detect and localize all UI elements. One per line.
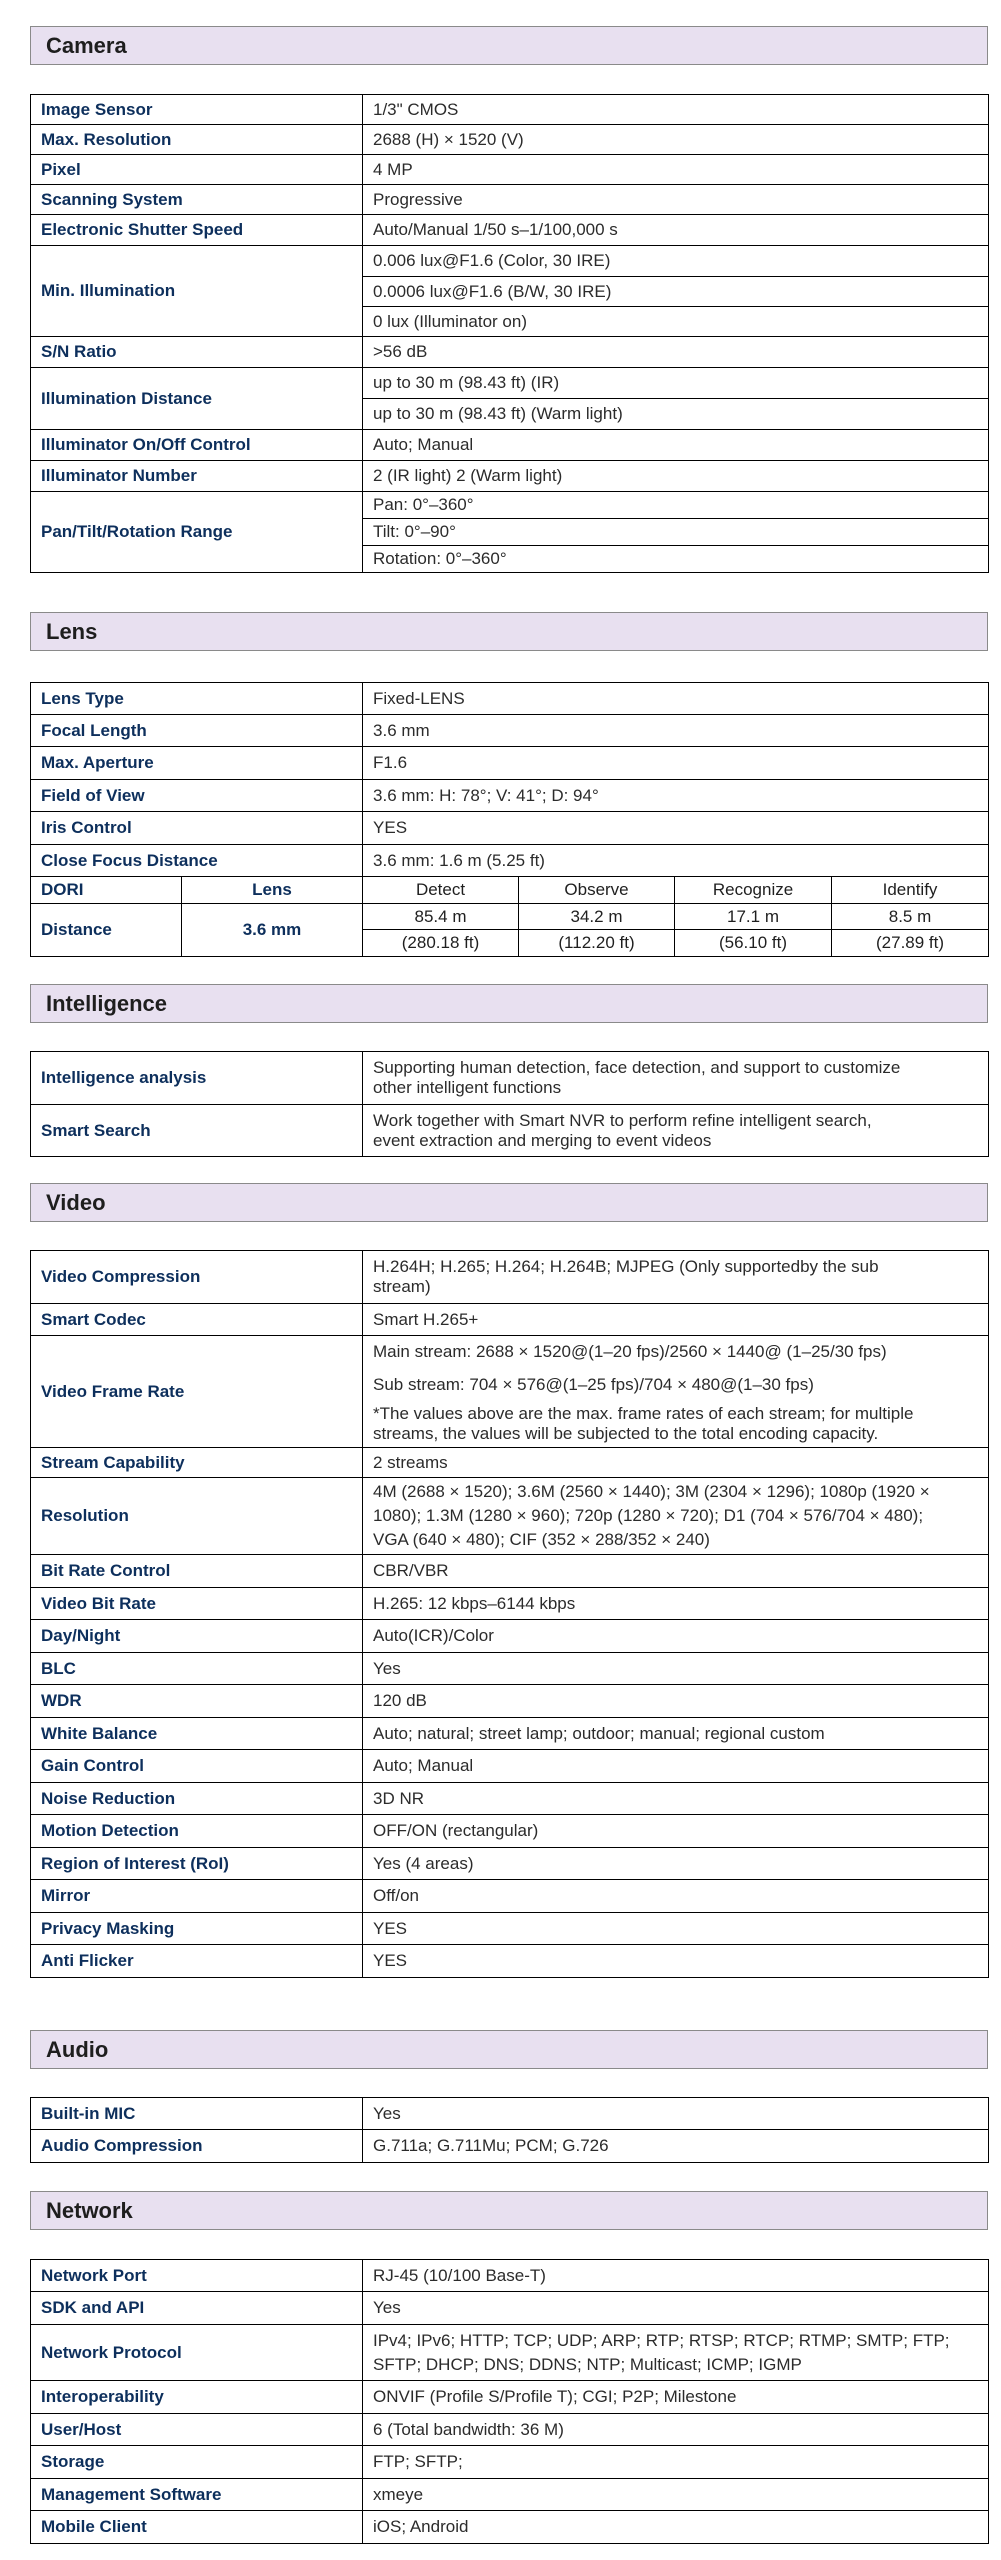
spec-label: Max. Resolution xyxy=(31,125,363,155)
table-row xyxy=(31,1945,989,1978)
camera-section-header xyxy=(30,26,988,65)
table-row xyxy=(31,780,989,812)
audio-section-header xyxy=(30,2030,988,2069)
spec-value: Sub stream: 704 × 576@(1–25 fps)/704 × 480@(1–30 fps) xyxy=(363,1369,989,1402)
spec-value: F1.6 xyxy=(363,747,989,780)
table-row xyxy=(31,337,989,368)
table-row xyxy=(31,461,989,492)
intelligence-section-header xyxy=(30,984,988,1023)
spec-value xyxy=(363,1402,989,1448)
spec-value: Auto(ICR)/Color xyxy=(363,1620,989,1653)
dori-lens-header: Lens xyxy=(182,877,363,904)
spec-value: RJ-45 (10/100 Base-T) xyxy=(363,2260,989,2292)
value-line: event extraction and merging to event videos xyxy=(373,1130,712,1150)
table-row xyxy=(31,1783,989,1815)
spec-label: WDR xyxy=(31,1685,363,1718)
spec-value: YES xyxy=(363,1945,989,1978)
table-row xyxy=(31,430,989,461)
spec-value: Yes (4 areas) xyxy=(363,1848,989,1880)
spec-label: Lens Type xyxy=(31,683,363,715)
dori-observe-header: Observe xyxy=(519,877,675,904)
spec-label: Resolution xyxy=(31,1478,363,1555)
table-row xyxy=(31,125,989,155)
spec-value: 4 MP xyxy=(363,155,989,185)
spec-value: YES xyxy=(363,812,989,845)
spec-label: Network Port xyxy=(31,2260,363,2292)
spec-label: Pixel xyxy=(31,155,363,185)
table-row xyxy=(31,1448,989,1478)
spec-value: OFF/ON (rectangular) xyxy=(363,1815,989,1848)
value-line: other intelligent functions xyxy=(373,1078,562,1097)
dori-lens-value: 3.6 mm xyxy=(182,904,363,957)
spec-value: Fixed-LENS xyxy=(363,683,989,715)
spec-value: xmeye xyxy=(363,2479,989,2511)
section-title: Video xyxy=(46,1190,106,1215)
table-row xyxy=(31,1718,989,1750)
section-title: Camera xyxy=(46,33,127,58)
network-table xyxy=(30,2259,989,2544)
spec-value: Auto; Manual xyxy=(363,1750,989,1783)
spec-label: Network Protocol xyxy=(31,2325,363,2381)
spec-value: Progressive xyxy=(363,185,989,215)
spec-label: Anti Flicker xyxy=(31,1945,363,1978)
table-row xyxy=(31,368,989,399)
value-line: IPv4; IPv6; HTTP; TCP; UDP; ARP; RTP; RTSP; RTCP; RTMP; SMTP; FTP; xyxy=(373,2330,950,2350)
value-line: stream) xyxy=(373,1277,431,1296)
table-row xyxy=(31,492,989,519)
value-line: 1080); 1.3M (1280 × 960); 720p (1280 × 720); D1 (704 × 576/704 × 480); xyxy=(373,1506,924,1525)
spec-label: Bit Rate Control xyxy=(31,1555,363,1588)
dori-observe-meters: 34.2 m xyxy=(519,904,675,930)
table-row xyxy=(31,215,989,246)
spec-value: Auto; Manual xyxy=(363,430,989,461)
spec-label: Video Compression xyxy=(31,1251,363,1304)
dori-identify-header: Identify xyxy=(832,877,989,904)
table-row xyxy=(31,2325,989,2381)
spec-value: up to 30 m (98.43 ft) (Warm light) xyxy=(363,399,989,430)
table-row xyxy=(31,1251,989,1304)
section-title: Audio xyxy=(46,2037,109,2062)
table-row xyxy=(31,1848,989,1880)
table-row xyxy=(31,1555,989,1588)
spec-value: ONVIF (Profile S/Profile T); CGI; P2P; Milestone xyxy=(363,2381,989,2414)
dori-identify-meters: 8.5 m xyxy=(832,904,989,930)
spec-value: Smart H.265+ xyxy=(363,1304,989,1336)
spec-value: iOS; Android xyxy=(363,2511,989,2544)
spec-value: Off/on xyxy=(363,1880,989,1913)
dori-detect-meters: 85.4 m xyxy=(363,904,519,930)
spec-value: YES xyxy=(363,1913,989,1945)
table-row xyxy=(31,155,989,185)
table-row xyxy=(31,1105,989,1157)
spec-label: Max. Aperture xyxy=(31,747,363,780)
dori-detect-feet: (280.18 ft) xyxy=(363,930,519,957)
spec-value: Yes xyxy=(363,1653,989,1685)
spec-label: Privacy Masking xyxy=(31,1913,363,1945)
spec-value: Auto/Manual 1/50 s–1/100,000 s xyxy=(363,215,989,246)
spec-label: Illumination Distance xyxy=(31,368,363,430)
spec-label: Smart Search xyxy=(31,1105,363,1157)
table-row xyxy=(31,1815,989,1848)
spec-label: Iris Control xyxy=(31,812,363,845)
dori-recognize-meters: 17.1 m xyxy=(675,904,832,930)
spec-label: SDK and API xyxy=(31,2292,363,2325)
dori-identify-feet: (27.89 ft) xyxy=(832,930,989,957)
spec-label: Electronic Shutter Speed xyxy=(31,215,363,246)
dori-header-row xyxy=(31,877,989,904)
value-line: H.264H; H.265; H.264; H.264B; MJPEG (Only supportedby the sub xyxy=(373,1257,879,1276)
spec-label: Day/Night xyxy=(31,1620,363,1653)
value-line: streams, the values will be subjected to the total encoding capacity. xyxy=(373,1424,879,1444)
table-row xyxy=(31,2292,989,2325)
spec-value: 3D NR xyxy=(363,1783,989,1815)
spec-value: up to 30 m (98.43 ft) (IR) xyxy=(363,368,989,399)
spec-label: Stream Capability xyxy=(31,1448,363,1478)
spec-value: 2 streams xyxy=(363,1448,989,1478)
spec-value: 0 lux (Illuminator on) xyxy=(363,307,989,337)
spec-label: Noise Reduction xyxy=(31,1783,363,1815)
spec-value: 2688 (H) × 1520 (V) xyxy=(363,125,989,155)
spec-label: Illuminator Number xyxy=(31,461,363,492)
network-section-header xyxy=(30,2191,988,2230)
table-row xyxy=(31,2130,989,2163)
spec-value: Auto; natural; street lamp; outdoor; manual; regional custom xyxy=(363,1718,989,1750)
spec-value: 120 dB xyxy=(363,1685,989,1718)
table-row xyxy=(31,2511,989,2544)
spec-value: 6 (Total bandwidth: 36 M) xyxy=(363,2414,989,2446)
spec-label: Video Frame Rate xyxy=(31,1336,363,1448)
table-row xyxy=(31,2098,989,2130)
spec-label: S/N Ratio xyxy=(31,337,363,368)
spec-label: Mobile Client xyxy=(31,2511,363,2544)
spec-label: Interoperability xyxy=(31,2381,363,2414)
spec-value: CBR/VBR xyxy=(363,1555,989,1588)
table-row xyxy=(31,1685,989,1718)
spec-value: 3.6 mm: H: 78°; V: 41°; D: 94° xyxy=(363,780,989,812)
table-row xyxy=(31,1478,989,1555)
value-line: SFTP; DHCP; DNS; DDNS; NTP; Multicast; ICMP; IGMP xyxy=(373,2354,802,2374)
dori-observe-feet: (112.20 ft) xyxy=(519,930,675,957)
spec-value: FTP; SFTP; xyxy=(363,2446,989,2479)
spec-label: BLC xyxy=(31,1653,363,1685)
table-row xyxy=(31,747,989,780)
spec-label: Storage xyxy=(31,2446,363,2479)
spec-value: 0.0006 lux@F1.6 (B/W, 30 IRE) xyxy=(363,277,989,307)
spec-value: Yes xyxy=(363,2098,989,2130)
table-row xyxy=(31,812,989,845)
spec-value xyxy=(363,1251,989,1304)
spec-value: H.265: 12 kbps–6144 kbps xyxy=(363,1588,989,1620)
spec-value xyxy=(363,1478,989,1555)
spec-value xyxy=(363,2325,989,2381)
spec-label: White Balance xyxy=(31,1718,363,1750)
value-line: 4M (2688 × 1520); 3.6M (2560 × 1440); 3M (2304 × 1296); 1080p (1920 × xyxy=(373,1482,930,1501)
spec-label: Management Software xyxy=(31,2479,363,2511)
audio-table xyxy=(30,2097,989,2163)
table-row xyxy=(31,1880,989,1913)
spec-label: Pan/Tilt/Rotation Range xyxy=(31,492,363,573)
spec-value: Main stream: 2688 × 1520@(1–20 fps)/2560 × 1440@ (1–25/30 fps) xyxy=(363,1336,989,1369)
lens-section-header xyxy=(30,612,988,651)
spec-value: 2 (IR light) 2 (Warm light) xyxy=(363,461,989,492)
spec-value: Pan: 0°–360° xyxy=(363,492,989,519)
table-row xyxy=(31,1304,989,1336)
section-title: Lens xyxy=(46,619,98,644)
spec-value xyxy=(363,1105,989,1157)
camera-table xyxy=(30,94,989,573)
video-table xyxy=(30,1250,989,1978)
value-line: Supporting human detection, face detection, and support to customize xyxy=(373,1058,901,1077)
spec-label: Motion Detection xyxy=(31,1815,363,1848)
spec-label: Close Focus Distance xyxy=(31,845,363,877)
table-row xyxy=(31,683,989,715)
table-row xyxy=(31,845,989,877)
table-row xyxy=(31,2479,989,2511)
spec-value: 3.6 mm xyxy=(363,715,989,747)
spec-label: Focal Length xyxy=(31,715,363,747)
dori-recognize-header: Recognize xyxy=(675,877,832,904)
table-row xyxy=(31,715,989,747)
spec-label: Image Sensor xyxy=(31,95,363,125)
table-row xyxy=(31,2414,989,2446)
value-line: *The values above are the max. frame rates of each stream; for multiple xyxy=(373,1404,914,1424)
spec-label: Scanning System xyxy=(31,185,363,215)
section-title: Network xyxy=(46,2198,133,2223)
spec-value: 3.6 mm: 1.6 m (5.25 ft) xyxy=(363,845,989,877)
spec-label: Built-in MIC xyxy=(31,2098,363,2130)
table-row xyxy=(31,2381,989,2414)
table-row xyxy=(31,185,989,215)
dori-detect-header: Detect xyxy=(363,877,519,904)
value-line: Work together with Smart NVR to perform refine intelligent search, xyxy=(373,1110,872,1130)
spec-value: 0.006 lux@F1.6 (Color, 30 IRE) xyxy=(363,246,989,277)
dori-meters-row xyxy=(31,904,989,930)
spec-value xyxy=(363,1052,989,1105)
dori-recognize-feet: (56.10 ft) xyxy=(675,930,832,957)
spec-label: Intelligence analysis xyxy=(31,1052,363,1105)
table-row xyxy=(31,2446,989,2479)
spec-label: Region of Interest (RoI) xyxy=(31,1848,363,1880)
spec-value: Tilt: 0°–90° xyxy=(363,519,989,546)
table-row xyxy=(31,1052,989,1105)
spec-label: Min. Illumination xyxy=(31,246,363,337)
table-row xyxy=(31,1620,989,1653)
dori-header: DORI xyxy=(31,877,182,904)
dori-distance-label: Distance xyxy=(31,904,182,957)
spec-value: Yes xyxy=(363,2292,989,2325)
lens-table xyxy=(30,682,989,957)
spec-label: Gain Control xyxy=(31,1750,363,1783)
spec-label: Smart Codec xyxy=(31,1304,363,1336)
spec-value: >56 dB xyxy=(363,337,989,368)
spec-label: Illuminator On/Off Control xyxy=(31,430,363,461)
table-row xyxy=(31,95,989,125)
table-row xyxy=(31,1750,989,1783)
intelligence-table xyxy=(30,1051,989,1157)
spec-label: Mirror xyxy=(31,1880,363,1913)
spec-value: G.711a; G.711Mu; PCM; G.726 xyxy=(363,2130,989,2163)
table-row xyxy=(31,1588,989,1620)
table-row xyxy=(31,1913,989,1945)
spec-label: Audio Compression xyxy=(31,2130,363,2163)
table-row xyxy=(31,1336,989,1369)
spec-label: Video Bit Rate xyxy=(31,1588,363,1620)
spec-label: User/Host xyxy=(31,2414,363,2446)
table-row xyxy=(31,1653,989,1685)
spec-value: 1/3" CMOS xyxy=(363,95,989,125)
value-line: VGA (640 × 480); CIF (352 × 288/352 × 240) xyxy=(373,1530,710,1549)
table-row xyxy=(31,2260,989,2292)
spec-value: Rotation: 0°–360° xyxy=(363,546,989,573)
section-title: Intelligence xyxy=(46,991,168,1016)
video-section-header xyxy=(30,1183,988,1222)
spec-label: Field of View xyxy=(31,780,363,812)
table-row xyxy=(31,246,989,277)
